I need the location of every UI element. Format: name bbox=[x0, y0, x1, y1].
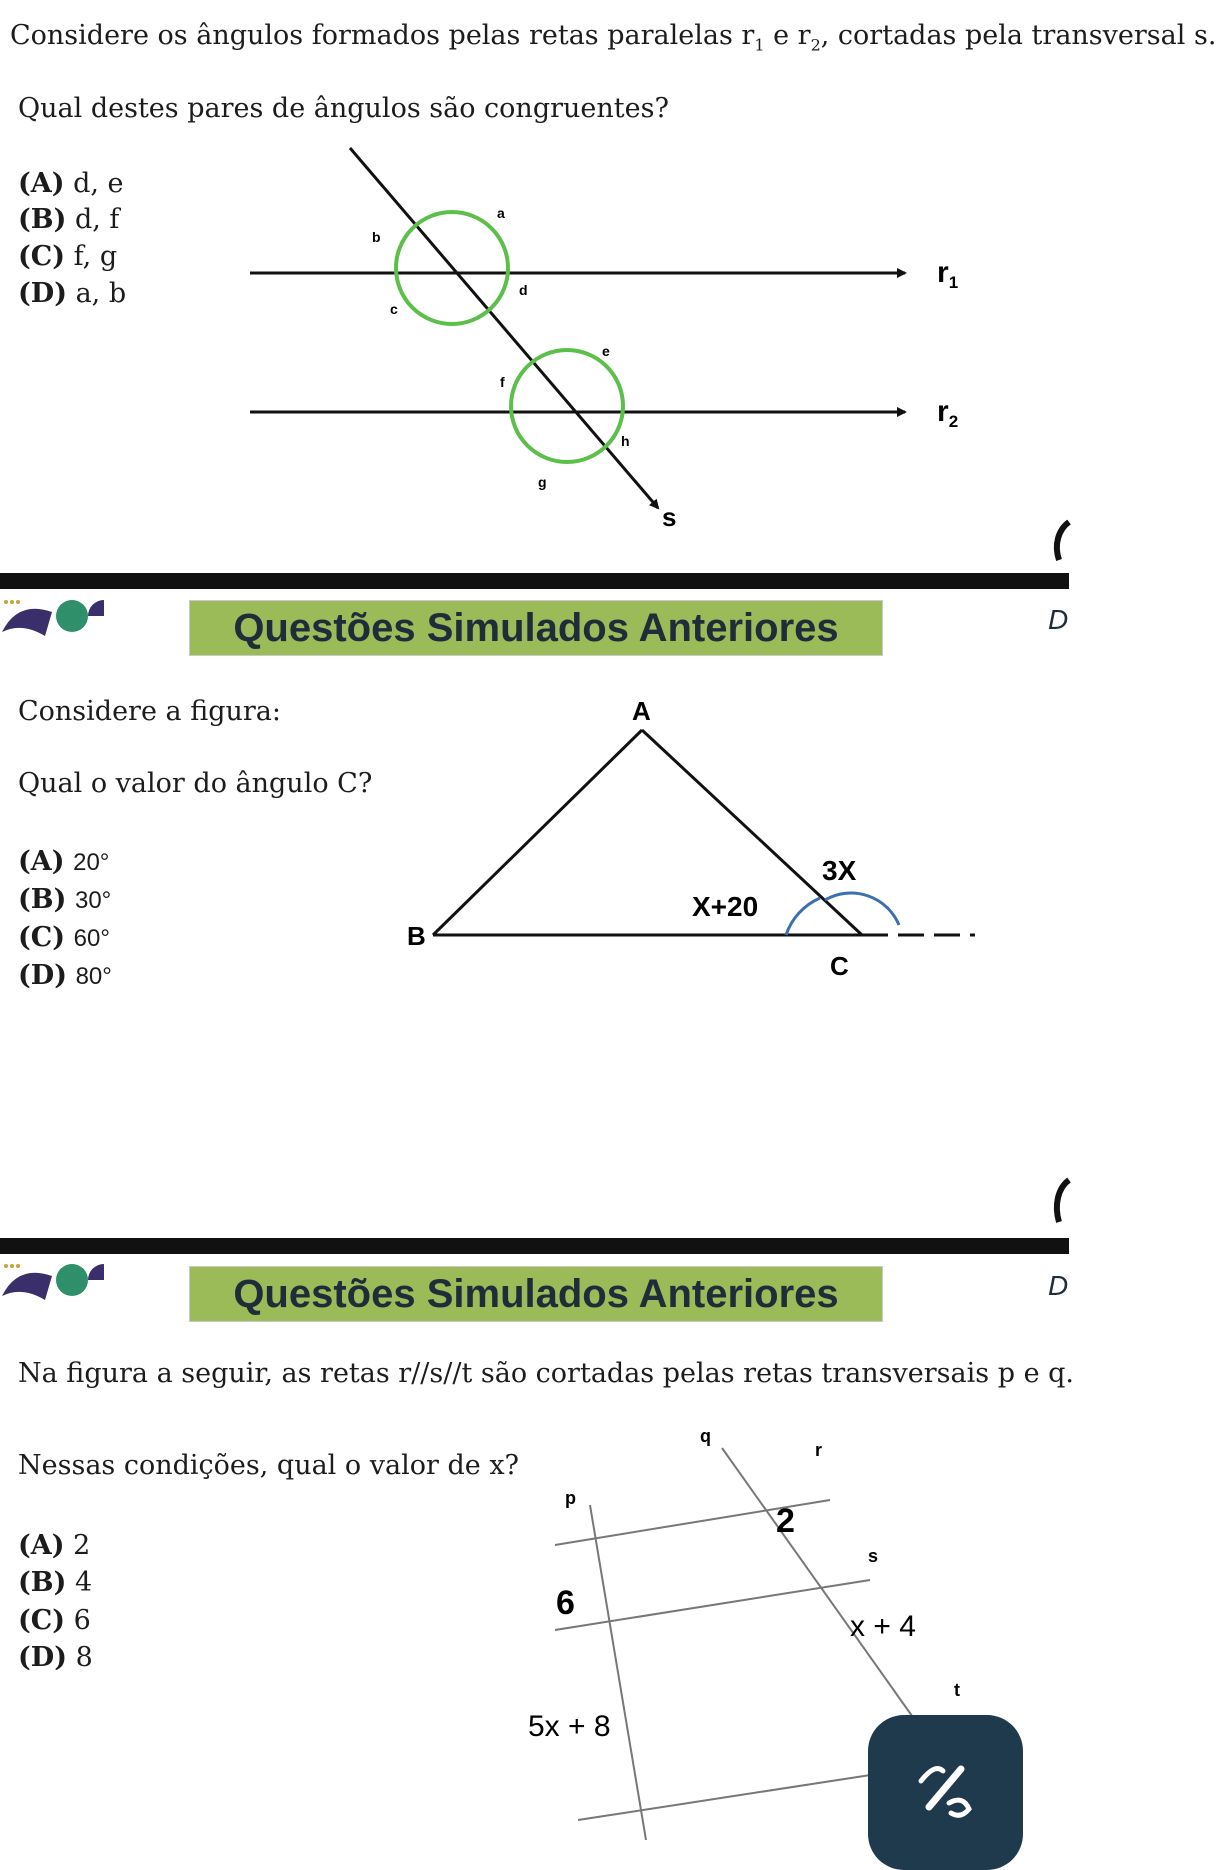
page-edge-arc bbox=[1057, 1180, 1069, 1222]
q1-option-c[interactable]: (C) f, g bbox=[18, 241, 118, 272]
section3-corner-mark: D bbox=[1048, 1270, 1069, 1301]
angle-label-f: f bbox=[500, 374, 505, 390]
angle-label-g: g bbox=[538, 474, 547, 490]
section2-option-a[interactable]: (A) 20° bbox=[18, 846, 110, 877]
section2-banner: Questões Simulados Anteriores bbox=[189, 600, 883, 656]
segment-5x8-label: 5x + 8 bbox=[528, 1710, 611, 1743]
page-edge-arc bbox=[1057, 522, 1069, 560]
angle-label-a: a bbox=[497, 205, 505, 221]
label-q: q bbox=[700, 1426, 711, 1446]
angle-label-c: c bbox=[390, 301, 398, 317]
divider-bar-2 bbox=[0, 1238, 1069, 1254]
label-s: s bbox=[868, 1546, 879, 1566]
angle-label-h: h bbox=[621, 433, 630, 449]
pen-edit-icon bbox=[911, 1755, 981, 1825]
angle-label-d: d bbox=[519, 282, 528, 298]
exterior-angle-label: 3X bbox=[822, 855, 857, 886]
section2-question: Qual o valor do ângulo C? bbox=[18, 768, 373, 799]
divider-bar-1 bbox=[0, 573, 1069, 589]
section2-logo bbox=[0, 592, 125, 640]
section3-logo bbox=[0, 1256, 125, 1304]
q1-option-a[interactable]: (A) d, e bbox=[18, 168, 124, 199]
section3-question: Nessas condições, qual o valor de x? bbox=[18, 1450, 520, 1481]
line-p bbox=[590, 1505, 646, 1840]
section2-option-b[interactable]: (B) 30° bbox=[18, 884, 112, 915]
section3-option-b[interactable]: (B) 4 bbox=[18, 1567, 93, 1598]
q1-question: Qual destes pares de ângulos são congruentes? bbox=[18, 93, 669, 124]
section3-option-a[interactable]: (A) 2 bbox=[18, 1530, 91, 1561]
angle-circle-bottom bbox=[511, 350, 623, 462]
section2-option-d[interactable]: (D) 80° bbox=[18, 960, 112, 991]
section3-option-c[interactable]: (C) 6 bbox=[18, 1605, 91, 1636]
vertex-b-label: B bbox=[407, 921, 426, 951]
label-r: r bbox=[815, 1440, 823, 1460]
q1-option-b[interactable]: (B) d, f bbox=[18, 204, 120, 235]
angle-label-e: e bbox=[602, 343, 610, 359]
section3-intro: Na figura a seguir, as retas r//s//t são cortadas pelas retas transversais p e q. bbox=[18, 1358, 1074, 1389]
label-r1: $r_1$ bbox=[937, 256, 959, 292]
vertex-a-label: A bbox=[632, 696, 651, 726]
segment-2-label: 2 bbox=[776, 1502, 795, 1540]
interior-angle-label: X+20 bbox=[692, 891, 759, 922]
segment-6-label: 6 bbox=[556, 1584, 575, 1622]
section3-banner: Questões Simulados Anteriores bbox=[189, 1266, 883, 1322]
interior-angle-arc bbox=[786, 898, 820, 935]
angle-label-b: b bbox=[372, 229, 381, 245]
segment-x4-label: x + 4 bbox=[850, 1610, 916, 1643]
line-s bbox=[350, 148, 658, 508]
label-t: t bbox=[954, 1680, 960, 1700]
label-p: p bbox=[565, 1488, 576, 1508]
q1-option-d[interactable]: (D) a, b bbox=[18, 278, 127, 309]
section2-intro: Considere a figura: bbox=[18, 696, 281, 727]
edit-fab-button[interactable] bbox=[868, 1715, 1023, 1870]
line-s bbox=[555, 1580, 870, 1630]
section2-corner-mark: D bbox=[1048, 604, 1069, 635]
triangle-side-ab bbox=[433, 730, 642, 935]
section2-option-c[interactable]: (C) 60° bbox=[18, 922, 110, 953]
vertex-c-label: C bbox=[830, 951, 849, 981]
section2-triangle-figure bbox=[0, 680, 1069, 1040]
label-s: s bbox=[662, 502, 677, 532]
q1-intro: Considere os ângulos formados pelas retas paralelas $r_1$ e $r_2$, cortadas pela transversal s. bbox=[10, 20, 1216, 55]
section3-option-d[interactable]: (D) 8 bbox=[18, 1642, 93, 1673]
label-r2: $r_2$ bbox=[937, 395, 959, 431]
q1-parallel-lines-figure bbox=[0, 0, 1069, 560]
